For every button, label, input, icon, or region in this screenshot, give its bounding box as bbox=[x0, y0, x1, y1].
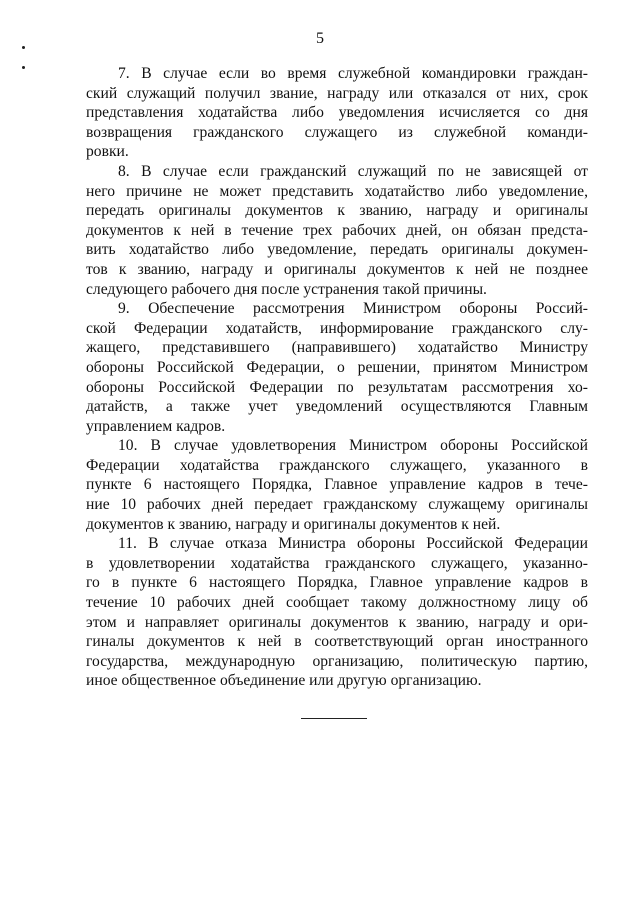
text-line: государства, международную организацию, политическую партию, bbox=[86, 652, 588, 670]
text-line: Федерации ходатайства гражданского служащего, указанного в bbox=[86, 456, 588, 474]
text-line: 7. В случае если во время служебной командировки граждан- bbox=[118, 65, 588, 82]
text-line: обороны Российской Федерации по результатам рассмотрения хо- bbox=[86, 378, 588, 396]
scan-speck bbox=[22, 66, 25, 69]
text-line: представления ходатайства либо уведомления исчисляется со дня bbox=[86, 104, 588, 122]
text-line: документов к ней в течение трех рабочих дней, он обязан предста- bbox=[86, 221, 588, 239]
paragraph-10 bbox=[86, 436, 588, 534]
text-line: ние 10 рабочих дней передает гражданскому служащему оригиналы bbox=[86, 496, 588, 514]
document-body bbox=[86, 64, 588, 691]
text-line: 10. В случае удовлетворения Министром обороны Российской bbox=[118, 437, 588, 455]
text-line: него причине не может представить ходатайство либо уведомление, bbox=[86, 182, 588, 200]
text-line: управлением кадров. bbox=[86, 417, 226, 435]
text-line: ровки. bbox=[86, 143, 129, 161]
text-line: тов к званию, награду и оригиналы документов к ней не позднее bbox=[86, 260, 588, 278]
end-of-text-rule bbox=[301, 718, 367, 719]
text-line: этом и направляет оригиналы документов к званию, награду и ори- bbox=[86, 613, 588, 631]
text-line: жащего, представившего (направившего) ходатайство Министру bbox=[86, 339, 588, 357]
text-line: датайств, а также учет уведомлений осуществляются Главным bbox=[86, 398, 588, 416]
text-line: пункте 6 настоящего Порядка, Главное управление кадров в тече- bbox=[86, 476, 588, 494]
text-line: ской Федерации ходатайств, информирование гражданского слу- bbox=[86, 319, 588, 337]
text-line: 9. Обеспечение рассмотрения Министром обороны Россий- bbox=[118, 300, 588, 318]
paragraph-7 bbox=[86, 64, 588, 162]
text-line: вить ходатайство либо уведомление, передать оригиналы докумен- bbox=[86, 241, 588, 259]
text-line: иное общественное объединение или другую организацию. bbox=[86, 672, 482, 690]
text-line: 11. В случае отказа Министра обороны Российской Федерации bbox=[118, 535, 588, 553]
text-line: в удовлетворении ходатайства гражданского служащего, указанно- bbox=[86, 554, 588, 572]
text-line: передать оригиналы документов к званию, награду и оригиналы bbox=[86, 202, 588, 220]
text-line: гиналы документов к ней в соответствующий орган иностранного bbox=[86, 633, 588, 651]
text-line: следующего рабочего дня после устранения такой причины. bbox=[86, 280, 487, 298]
page-number: 5 bbox=[316, 30, 324, 47]
text-line: го в пункте 6 настоящего Порядка, Главное управление кадров в bbox=[86, 574, 588, 592]
paragraph-8 bbox=[86, 162, 588, 299]
text-line: возвращения гражданского служащего из служебной команди- bbox=[86, 123, 588, 141]
paragraph-11 bbox=[86, 534, 588, 691]
text-line: 8. В случае если гражданский служащий по не зависящей от bbox=[118, 162, 588, 180]
text-line: течение 10 рабочих дней сообщает такому должностному лицу об bbox=[86, 594, 588, 612]
text-line: документов к званию, награду и оригиналы документов к ней. bbox=[86, 515, 501, 533]
text-line: ский служащий получил звание, награду или отказался от них, срок bbox=[86, 84, 588, 102]
text-line: обороны Российской Федерации, о решении, принятом Министром bbox=[86, 358, 588, 376]
paragraph-9 bbox=[86, 299, 588, 436]
